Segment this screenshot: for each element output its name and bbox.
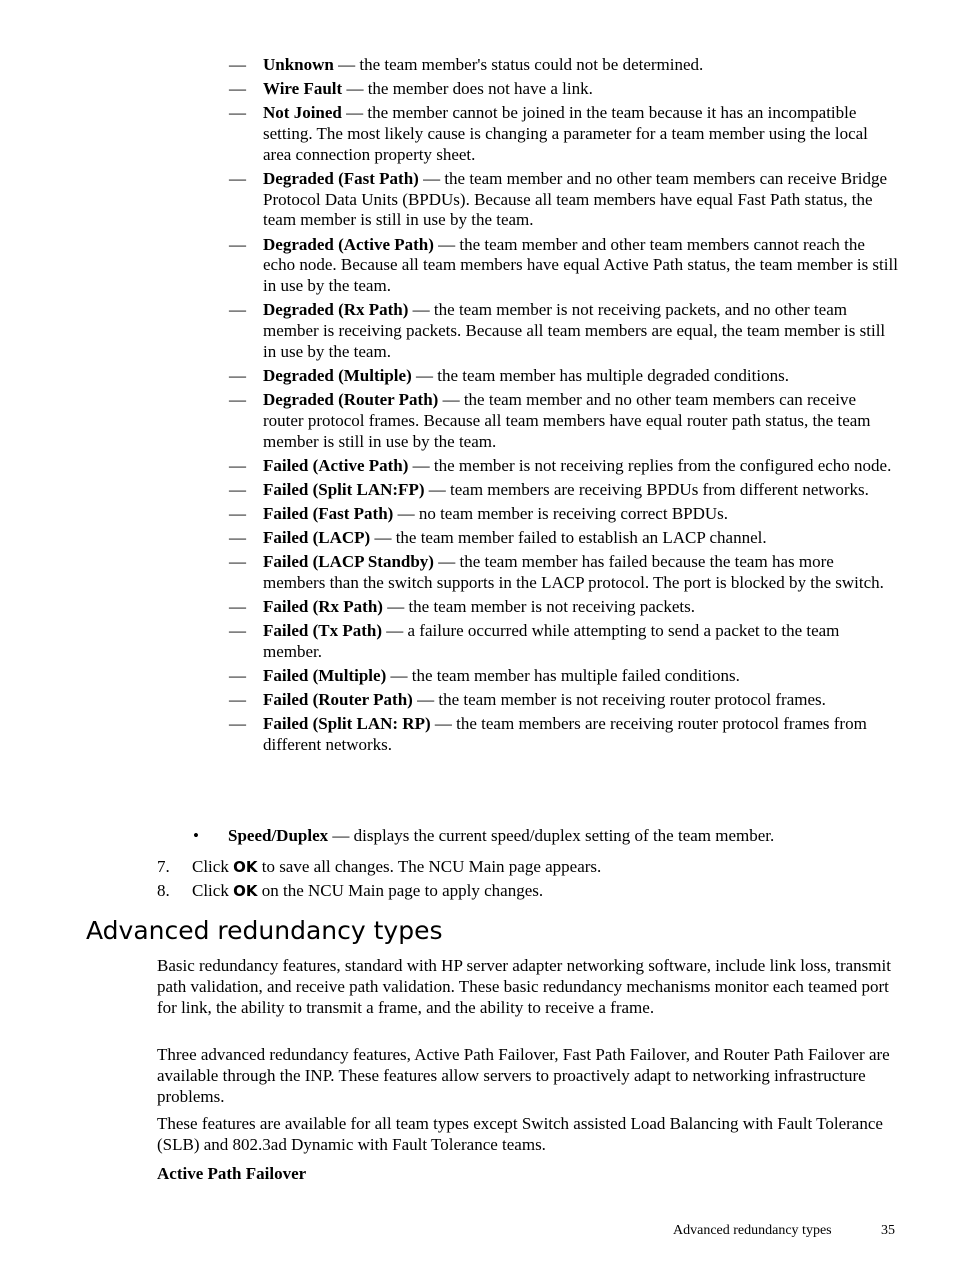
status-term: Degraded (Multiple)	[263, 365, 412, 385]
status-term: Failed (LACP Standby)	[263, 552, 434, 572]
status-item: — Degraded (Multiple) — the team member has multiple degraded conditions.	[229, 365, 789, 385]
status-term: Degraded (Active Path)	[263, 234, 434, 254]
status-desc: the team member failed to establish an LACP channel.	[395, 528, 767, 547]
status-desc: the member cannot be joined in the team because it has an incompatible setting. The most likely cause is changing a parameter for a team member using the local area connection property sheet.	[263, 103, 868, 164]
status-desc: the team member and other team members cannot reach the echo node. Because all team members have equal Active Path status, the team member is still in use by the team.	[263, 234, 898, 296]
status-item: — Degraded (Active Path) — the team member and other team members cannot reach the echo node. Because all team members have equal Active Path status, the team member is still in use by the team.	[229, 234, 898, 296]
status-desc: the team member is not receiving packets, and no other team member is receiving packets. Because all team members are equal, the team member is still in use by the team.	[263, 300, 886, 361]
ok-label: OK	[233, 858, 258, 876]
status-desc: team members are receiving BPDUs from different networks.	[450, 479, 869, 499]
status-term: Degraded (Fast Path)	[263, 168, 419, 188]
dash-marker: —	[229, 479, 246, 499]
dash-marker: —	[229, 300, 246, 320]
dash-marker: —	[229, 528, 246, 547]
status-desc: the team member is not receiving router protocol frames.	[438, 690, 826, 710]
status-desc: the team member's status could not be determined.	[359, 55, 704, 74]
status-desc: the member is not receiving replies from the configured echo node.	[433, 455, 892, 475]
status-term: Failed (LACP)	[263, 528, 371, 547]
dash-marker: —	[229, 690, 246, 710]
status-item: — Failed (LACP Standby) — the team member has failed because the team has more members than the switch supports in the LACP protocol. The port is blocked by the switch.	[229, 552, 884, 592]
footer-section: Advanced redundancy types	[673, 1223, 832, 1238]
status-desc: the member does not have a link.	[367, 79, 593, 99]
page-number: 35	[881, 1223, 895, 1238]
status-desc: the team member has failed because the team has more members than the switch supports in the LACP protocol. The port is blocked by the switch.	[263, 552, 884, 592]
status-term: Unknown	[263, 55, 334, 74]
dash-marker: —	[229, 79, 246, 99]
status-desc: the team members are receiving router protocol frames from different networks.	[263, 714, 867, 754]
status-desc: the team member has multiple failed conditions.	[411, 665, 740, 685]
status-term: Failed (Split LAN:FP)	[263, 479, 425, 499]
dash-marker: —	[229, 552, 246, 572]
status-item: — Failed (Split LAN: RP) — the team members are receiving router protocol frames from different networks.	[229, 714, 867, 754]
dash-marker: —	[229, 390, 246, 410]
dash-marker: —	[229, 55, 246, 74]
status-item: — Failed (Tx Path) — a failure occurred while attempting to send a packet to the team member.	[229, 621, 840, 661]
dash-marker: —	[229, 621, 246, 641]
paragraph-team-types: These features are available for all team types except Switch assisted Load Balancing with Fault Tolerance (SLB) and 802.3ad Dynamic with Fault Tolerance teams.	[157, 1114, 883, 1154]
bullet-symbol: •	[193, 826, 199, 845]
dash-marker: —	[229, 168, 246, 188]
section-heading: Advanced redundancy types	[86, 916, 443, 945]
status-item: — Wire Fault — the member does not have a link.	[229, 79, 593, 99]
status-term: Wire Fault	[263, 79, 343, 99]
dash-marker: —	[229, 714, 246, 734]
dash-marker: —	[229, 365, 246, 385]
ok-label: OK	[233, 882, 258, 900]
status-item: — Failed (Split LAN:FP) — team members are receiving BPDUs from different networks.	[229, 479, 869, 499]
subsection-heading: Active Path Failover	[157, 1164, 307, 1183]
status-item: — Degraded (Fast Path) — the team member and no other team members can receive Bridge Protocol Data Units (BPDUs). Because all team members have equal Fast Path status, the team member is still in use by the team.	[229, 168, 888, 230]
bullet-term: Speed/Duplex	[228, 826, 329, 845]
status-desc: the team member and no other team members can receive Bridge Protocol Data Units (BPDUs). Because all team members have equal Fast Path status, the team member is still in use by the team.	[263, 168, 888, 230]
status-item: — Failed (Rx Path) — the team member is not receiving packets.	[229, 596, 695, 616]
status-item: — Unknown — the team member's status could not be determined.	[229, 55, 704, 74]
status-desc: the team member is not receiving packets.	[408, 596, 695, 616]
dash-marker: —	[229, 665, 246, 685]
bullet-desc: displays the current speed/duplex setting of the team member.	[353, 826, 775, 845]
status-item: — Failed (LACP) — the team member failed to establish an LACP channel.	[229, 528, 767, 547]
status-term: Degraded (Rx Path)	[263, 300, 409, 320]
status-item: — Not Joined — the member cannot be joined in the team because it has an incompatible setting. The most likely cause is changing a parameter for a team member using the local area connection property sheet.	[229, 103, 868, 164]
status-item: — Failed (Fast Path) — no team member is receiving correct BPDUs.	[229, 503, 729, 523]
status-term: Failed (Router Path)	[263, 690, 413, 710]
dash-marker: —	[229, 234, 246, 254]
dash-marker: —	[229, 455, 246, 475]
status-term: Failed (Fast Path)	[263, 503, 394, 523]
dash-marker: —	[229, 503, 246, 523]
dash-marker: —	[229, 103, 246, 123]
status-item: — Failed (Router Path) — the team member is not receiving router protocol frames.	[229, 690, 826, 710]
status-desc: the team member and no other team members can receive router protocol frames. Because all team members have equal router path status, the team member is still in use by the team.	[263, 390, 871, 451]
status-item: — Failed (Active Path) — the member is not receiving replies from the configured echo node.	[229, 455, 892, 475]
status-term: Failed (Active Path)	[263, 455, 409, 475]
dash-marker: —	[229, 596, 246, 616]
status-term: Failed (Multiple)	[263, 665, 387, 685]
status-term: Not Joined	[263, 103, 342, 123]
status-term: Degraded (Router Path)	[263, 390, 439, 410]
status-item: — Failed (Multiple) — the team member has multiple failed conditions.	[229, 665, 740, 685]
paragraph-advanced-features: Three advanced redundancy features, Active Path Failover, Fast Path Failover, and Router Path Failover are available through the INP. These features allow servers to proactively adapt to networking infrastructure problems.	[157, 1045, 890, 1106]
status-desc: a failure occurred while attempting to send a packet to the team member.	[263, 621, 840, 661]
status-item: — Degraded (Router Path) — the team member and no other team members can receive router protocol frames. Because all team members have equal router path status, the team member is still in use by the team.	[229, 390, 871, 451]
status-term: Failed (Tx Path)	[263, 621, 382, 641]
status-list	[229, 55, 899, 759]
status-desc: the team member has multiple degraded conditions.	[437, 365, 789, 385]
status-item: — Degraded (Rx Path) — the team member is not receiving packets, and no other team member is receiving packets. Because all team members are equal, the team member is still in use by the team.	[229, 300, 886, 361]
status-term: Failed (Rx Path)	[263, 596, 383, 616]
status-term: Failed (Split LAN: RP)	[263, 714, 431, 734]
status-desc: no team member is receiving correct BPDUs.	[418, 503, 729, 523]
paragraph-basic-redundancy: Basic redundancy features, standard with HP server adapter networking software, include link loss, transmit path validation, and receive path validation. These basic redundancy mechanisms monitor each teamed port for link, the ability to transmit a frame, and the ability to receive a frame.	[157, 956, 891, 1017]
